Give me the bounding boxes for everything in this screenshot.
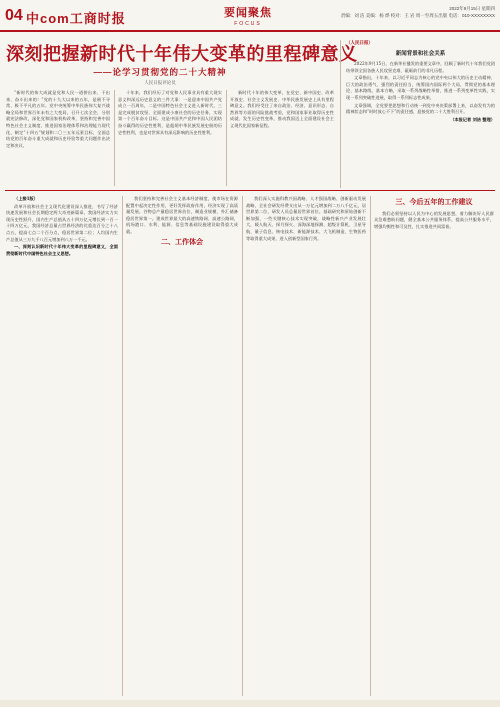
sidebar-tag: （人民日报）: [346, 41, 373, 46]
paragraph: 2022年9月15日，在新华社播发的重要文章中，回顾了新时代十年我们党团结带领全国各族人民攻坚克难、砥砺前行的非凡历程。: [346, 61, 495, 73]
paper-name: 中com工商时报: [26, 11, 126, 26]
column-divider: [226, 90, 227, 186]
paragraph: 文章指出，十年来，以习近平同志为核心的党中央以伟大的历史主动精神、巨大的政治勇气、强烈的责任担当，统筹国内国际两个大局，贯彻党的基本理论、基本路线、基本方略，采取一系列战略性举措，推进一系列变革性实践，实现一系列突破性进展，取得一系列标志性成果。: [346, 75, 495, 100]
sidebar-body: [346, 61, 495, 183]
section-label: [218, 4, 278, 27]
section-heading-2: 二、工作体会: [161, 238, 203, 246]
article-byline: 人民日报评论员: [144, 81, 176, 86]
column-divider: [242, 196, 243, 696]
paragraph: （上接1版）: [14, 196, 38, 201]
masthead: [0, 0, 500, 32]
section-en: FOCUS: [234, 21, 262, 27]
paragraph: 我们坚持和完善社会主义基本经济制度，使市场在资源配置中起决定性作用，更好发挥政府作用，经济实现了高质量发展。谷物总产量稳居世界首位，制造业规模、外汇储备稳居世界第一。建成世界最大的高速铁路网、高速公路网，机场港口、水利、能源、信息等基础设施建设取得重大成就。: [126, 196, 238, 234]
section-divider: [5, 190, 495, 191]
article-subhead: ——论学习贯彻党的二十大精神: [93, 67, 227, 77]
column-divider: [370, 196, 371, 696]
paragraph: 文章强调，全党要把思想和行动统一到党中央决策部署上来，以奋发有为的精神状态和“时时放心不下”的责任感，迎接党的二十大胜利召开。: [346, 102, 495, 115]
lower-column-4: [374, 196, 494, 696]
article-column-3: [230, 90, 334, 186]
paragraph: 我们深入实施科教兴国战略、人才强国战略、创新驱动发展战略，全社会研发经费支出从一万亿元增加到二万八千亿元，居世界第二位，研发人员总量居世界首位。基础研究和原始创新不断加强，一些关键核心技术实现突破，战略性新兴产业发展壮大，载人航天、探月探火、深海深地探测、超级计算机、卫星导航、量子信息、核电技术、新能源技术、大飞机制造、生物医药等取得重大成果，进入创新型国家行列。: [246, 196, 366, 241]
issue-info: [295, 5, 495, 19]
paragraph: 新时代十年的伟大变革，在党史、新中国史、改革开放史、社会主义发展史、中华民族发展史上具有里程碑意义。我们经受住了来自政治、经济、意识形态、自然界等方面的风险挑战考验，党和国家事业取得历史性成就、发生历史性变革，推动我国迈上全面建设社会主义现代化国家新征程。: [230, 90, 334, 128]
page-number: 04: [5, 7, 23, 24]
lower-column-2: [126, 196, 238, 696]
issue-date: 2022年9月15日 星期四: [449, 6, 495, 11]
paragraph: 十年来，我们经历了对党和人民事业具有重大现实意义和深远历史意义的三件大事：一是迎来中国共产党成立一百周年，二是中国特色社会主义进入新时代，三是完成脱贫攻坚、全面建成小康社会的历史任务，实现第一个百年奋斗目标。这是中国共产党和中国人民团结奋斗赢得的历史性胜利，是彪炳中华民族发展史册的历史性胜利，也是对世界具有深远影响的历史性胜利。: [118, 90, 222, 135]
footer-strip: [0, 700, 500, 707]
paragraph: 我们必须坚持以人民为中心的发展思想，着力解决好人民群众急难愁盼问题，健全基本公共服务体系，提高公共服务水平，增强均衡性和可及性，扎实推进共同富裕。: [374, 210, 494, 229]
section-heading-3: 三、今后五年的工作建议: [395, 199, 473, 206]
article-column-2: [118, 90, 222, 186]
sidebar-box: [340, 40, 495, 188]
paragraph: “新时代的伟大成就是党和人民一道拼出来、干出来、奋斗出来的！”党的十九大以来的五年，是极不寻常、极不平凡的五年。党中央统筹中华民族伟大复兴战略全局和世界百年未有之大变局，召开七次全会，分别就宪法修改，深化党和国家机构改革，坚持和完善中国特色社会主义制度、推进国家治理体系和治理能力现代化，制定“十四五”规划和二〇三五年远景目标，全面总结党的百年奋斗重大成就和历史经验等重大问题作出决定和决议。: [6, 90, 110, 148]
column-divider: [114, 90, 115, 186]
column-divider: [122, 196, 123, 696]
lower-column-1: [6, 196, 118, 696]
lower-column-3: [246, 196, 366, 696]
sidebar-title: 新闻背景和社会关系: [395, 51, 446, 57]
sidebar-footer-note: （本报记者 刘洁 整理）: [450, 116, 495, 122]
article-column-1: [6, 90, 110, 186]
article-headline: 深刻把握新时代十年伟大变革的里程碑意义: [6, 44, 358, 64]
paragraph: 改革开放和社会主义现代化建设深入推进，书写了经济快速发展和社会长期稳定两大奇迹新篇章。我国经济实力实现历史性跃升，国内生产总值从五十四万亿元增长到一百一十四万亿元，我国经济总量占世界经济的比重达百分之十八点五，提高七点二个百分点，稳居世界第二位；人均国内生产总值从三万九千八百元增加到八万一千元。: [6, 203, 118, 242]
editor-info: 责编：刘 洁 美编：杨 烨 校对：王 岩 周一至周五出版 电话：010-XXXXXXXX: [340, 13, 495, 18]
paragraph: 一、深刻认识新时代十年伟大变革的里程碑意义，全面贯彻新时代中国特色社会主义思想。: [6, 244, 118, 256]
section-title: 要闻聚焦: [224, 7, 272, 19]
